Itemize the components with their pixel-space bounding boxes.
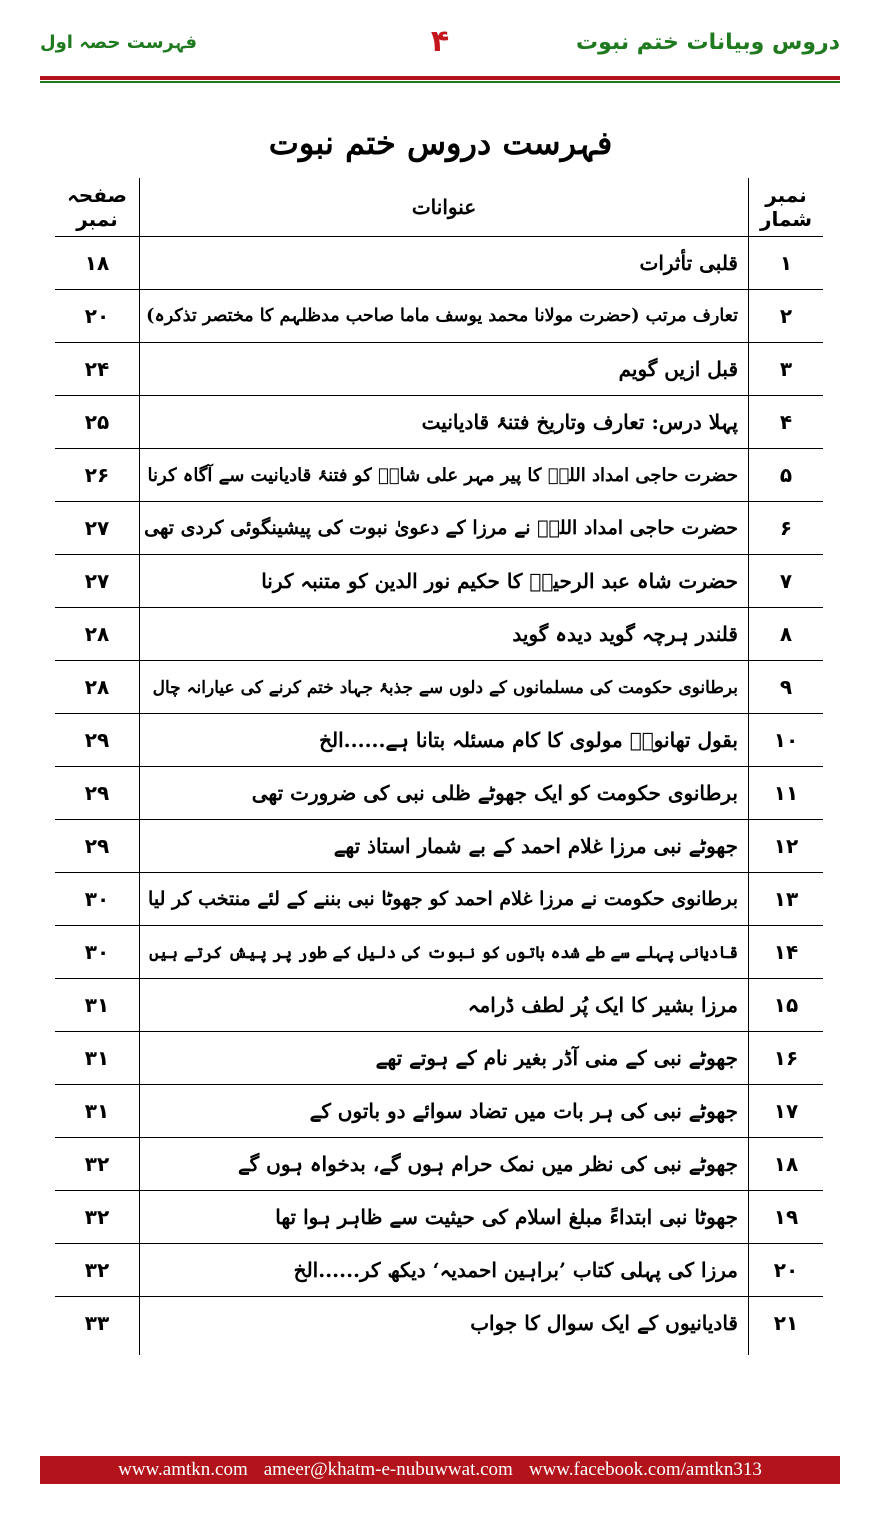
row-number: ۱۵ xyxy=(748,979,823,1031)
row-topic: جھوٹے نبی کے منی آڈر بغیر نام کے ہوتے تھے xyxy=(139,1032,748,1084)
table-row xyxy=(55,1243,823,1296)
row-page-number: ۲۸ xyxy=(84,622,110,646)
row-page-number: ۲۸ xyxy=(84,675,110,699)
row-number: ۱۷ xyxy=(748,1085,823,1137)
table-row xyxy=(55,766,823,819)
footer-bar xyxy=(40,1456,840,1484)
row-topic: برطانوی حکومت کو ایک جھوٹے ظلی نبی کی ضرورت تھی xyxy=(139,767,748,819)
row-number: ۲۰ xyxy=(748,1244,823,1296)
table-row xyxy=(55,607,823,660)
row-topic: جھوٹے نبی کی نظر میں نمک حرام ہوں گے، بدخواہ ہوں گے xyxy=(139,1138,748,1190)
row-page-number: ۳۲ xyxy=(84,1205,110,1229)
row-page-number: ۲۷ xyxy=(84,569,110,593)
row-number: ۳ xyxy=(748,343,823,395)
row-page-number: ۲۹ xyxy=(84,834,110,858)
table-row xyxy=(55,978,823,1031)
row-page-number: ۳۰ xyxy=(84,887,110,911)
table-row xyxy=(55,713,823,766)
row-page-number: ۳۱ xyxy=(84,993,110,1017)
section-name: فہرست حصہ اول xyxy=(40,32,198,53)
row-page-number: ۳۰ xyxy=(84,940,110,964)
row-number: ۴ xyxy=(748,396,823,448)
page-number: ۴ xyxy=(430,24,450,59)
row-topic: مرزا بشیر کا ایک پُر لطف ڈرامہ xyxy=(139,979,748,1031)
row-page-number: ۲۴ xyxy=(84,357,110,381)
row-page-number: ۲۶ xyxy=(84,463,110,487)
row-number: ۱۲ xyxy=(748,820,823,872)
row-number: ۱۰ xyxy=(748,714,823,766)
toc-table xyxy=(55,178,823,1355)
column-header-number: نمبر شمار xyxy=(748,178,823,236)
row-page-number: ۲۹ xyxy=(84,728,110,752)
row-page-number: ۳۲ xyxy=(84,1152,110,1176)
row-number: ۱۶ xyxy=(748,1032,823,1084)
footer-email-link[interactable]: ameer@khatm-e-nubuwwat.com xyxy=(263,1459,513,1480)
table-row xyxy=(55,1137,823,1190)
table-row xyxy=(55,236,823,289)
row-number: ۲۱ xyxy=(748,1297,823,1349)
table-row xyxy=(55,1031,823,1084)
toc-header-row xyxy=(55,178,823,236)
table-row xyxy=(55,1190,823,1243)
row-topic: برطانوی حکومت نے مرزا غلام احمد کو جھوٹا نبی بننے کے لئے منتخب کر لیا xyxy=(139,873,748,925)
row-topic: قادیانی پہلے سے طے شدہ باتوں کو نبوت کی دلیل کے طور پر پیش کرتے ہیں xyxy=(139,926,748,978)
row-number: ۱۹ xyxy=(748,1191,823,1243)
row-topic: جھوٹا نبی ابتداءً مبلغ اسلام کی حیثیت سے ظاہر ہوا تھا xyxy=(139,1191,748,1243)
table-row xyxy=(55,1296,823,1349)
column-header-topics: عنوانات xyxy=(139,178,748,236)
toc-end xyxy=(55,1349,823,1355)
book-title: دروس وبیانات ختم نبوت xyxy=(576,30,840,55)
row-page-number: ۳۱ xyxy=(84,1046,110,1070)
page-title: فہرست دروس ختم نبوت xyxy=(268,124,613,162)
table-row xyxy=(55,554,823,607)
table-row xyxy=(55,289,823,342)
table-row xyxy=(55,660,823,713)
row-page-number: ۳۳ xyxy=(84,1311,110,1335)
table-row xyxy=(55,1084,823,1137)
row-page-number: ۳۱ xyxy=(84,1099,110,1123)
row-page-number: ۳۲ xyxy=(84,1258,110,1282)
row-number: ۲ xyxy=(748,290,823,342)
row-number: ۱۴ xyxy=(748,926,823,978)
table-row xyxy=(55,501,823,554)
row-topic: قلندر ہرچہ گوید دیدہ گوید xyxy=(139,608,748,660)
row-number: ۱۸ xyxy=(748,1138,823,1190)
row-topic: قبل ازیں گویم xyxy=(139,343,748,395)
row-topic: حضرت شاہ عبد الرحیمؒ کا حکیم نور الدین کو متنبہ کرنا xyxy=(139,555,748,607)
header-rule-green xyxy=(40,81,840,83)
row-page-number: ۱۸ xyxy=(84,251,110,275)
row-page-number: ۲۵ xyxy=(84,410,110,434)
row-topic: جھوٹے نبی مرزا غلام احمد کے بے شمار استاذ تھے xyxy=(139,820,748,872)
row-number: ۱ xyxy=(748,237,823,289)
row-topic: قلبی تأثرات xyxy=(139,237,748,289)
page-header xyxy=(40,26,840,76)
table-row xyxy=(55,925,823,978)
row-topic: بقول تھانویؒ مولوی کا کام مسئلہ بتانا ہے......الخ xyxy=(139,714,748,766)
toc-rows xyxy=(55,236,823,1349)
row-number: ۱۳ xyxy=(748,873,823,925)
row-topic: قادیانیوں کے ایک سوال کا جواب xyxy=(139,1297,748,1349)
row-page-number: ۲۷ xyxy=(84,516,110,540)
footer-facebook-link[interactable]: www.facebook.com/amtkn313 xyxy=(528,1459,762,1480)
row-topic: برطانوی حکومت کی مسلمانوں کے دلوں سے جذبۂ جہاد ختم کرنے کی عیارانہ چال xyxy=(139,661,748,713)
row-number: ۱۱ xyxy=(748,767,823,819)
row-topic: مرزا کی پہلی کتاب ’براہین احمدیہ‘ دیکھ کر......الخ xyxy=(139,1244,748,1296)
column-header-page: صفحہ نمبر xyxy=(67,183,127,231)
header-rule-red xyxy=(40,76,840,80)
row-number: ۹ xyxy=(748,661,823,713)
row-topic: پہلا درس: تعارف وتاریخ فتنۂ قادیانیت xyxy=(139,396,748,448)
row-page-number: ۲۹ xyxy=(84,781,110,805)
table-row xyxy=(55,342,823,395)
row-topic: تعارف مرتب (حضرت مولانا محمد یوسف ماما صاحب مدظلہم کا مختصر تذکرہ) xyxy=(139,290,748,342)
row-topic: حضرت حاجی امداد اللہؒ کا پیر مہر علی شاہؒ کو فتنۂ قادیانیت سے آگاہ کرنا xyxy=(139,449,748,501)
row-topic: حضرت حاجی امداد اللہؒ نے مرزا کے دعویٰ نبوت کی پیشینگوئی کردی تھی xyxy=(139,502,748,554)
row-number: ۶ xyxy=(748,502,823,554)
footer-website-link[interactable]: www.amtkn.com xyxy=(118,1459,248,1480)
row-number: ۸ xyxy=(748,608,823,660)
table-row xyxy=(55,395,823,448)
row-page-number: ۲۰ xyxy=(84,304,110,328)
row-number: ۷ xyxy=(748,555,823,607)
row-number: ۵ xyxy=(748,449,823,501)
table-row xyxy=(55,872,823,925)
row-topic: جھوٹے نبی کی ہر بات میں تضاد سوائے دو باتوں کے xyxy=(139,1085,748,1137)
table-row xyxy=(55,819,823,872)
table-row xyxy=(55,448,823,501)
